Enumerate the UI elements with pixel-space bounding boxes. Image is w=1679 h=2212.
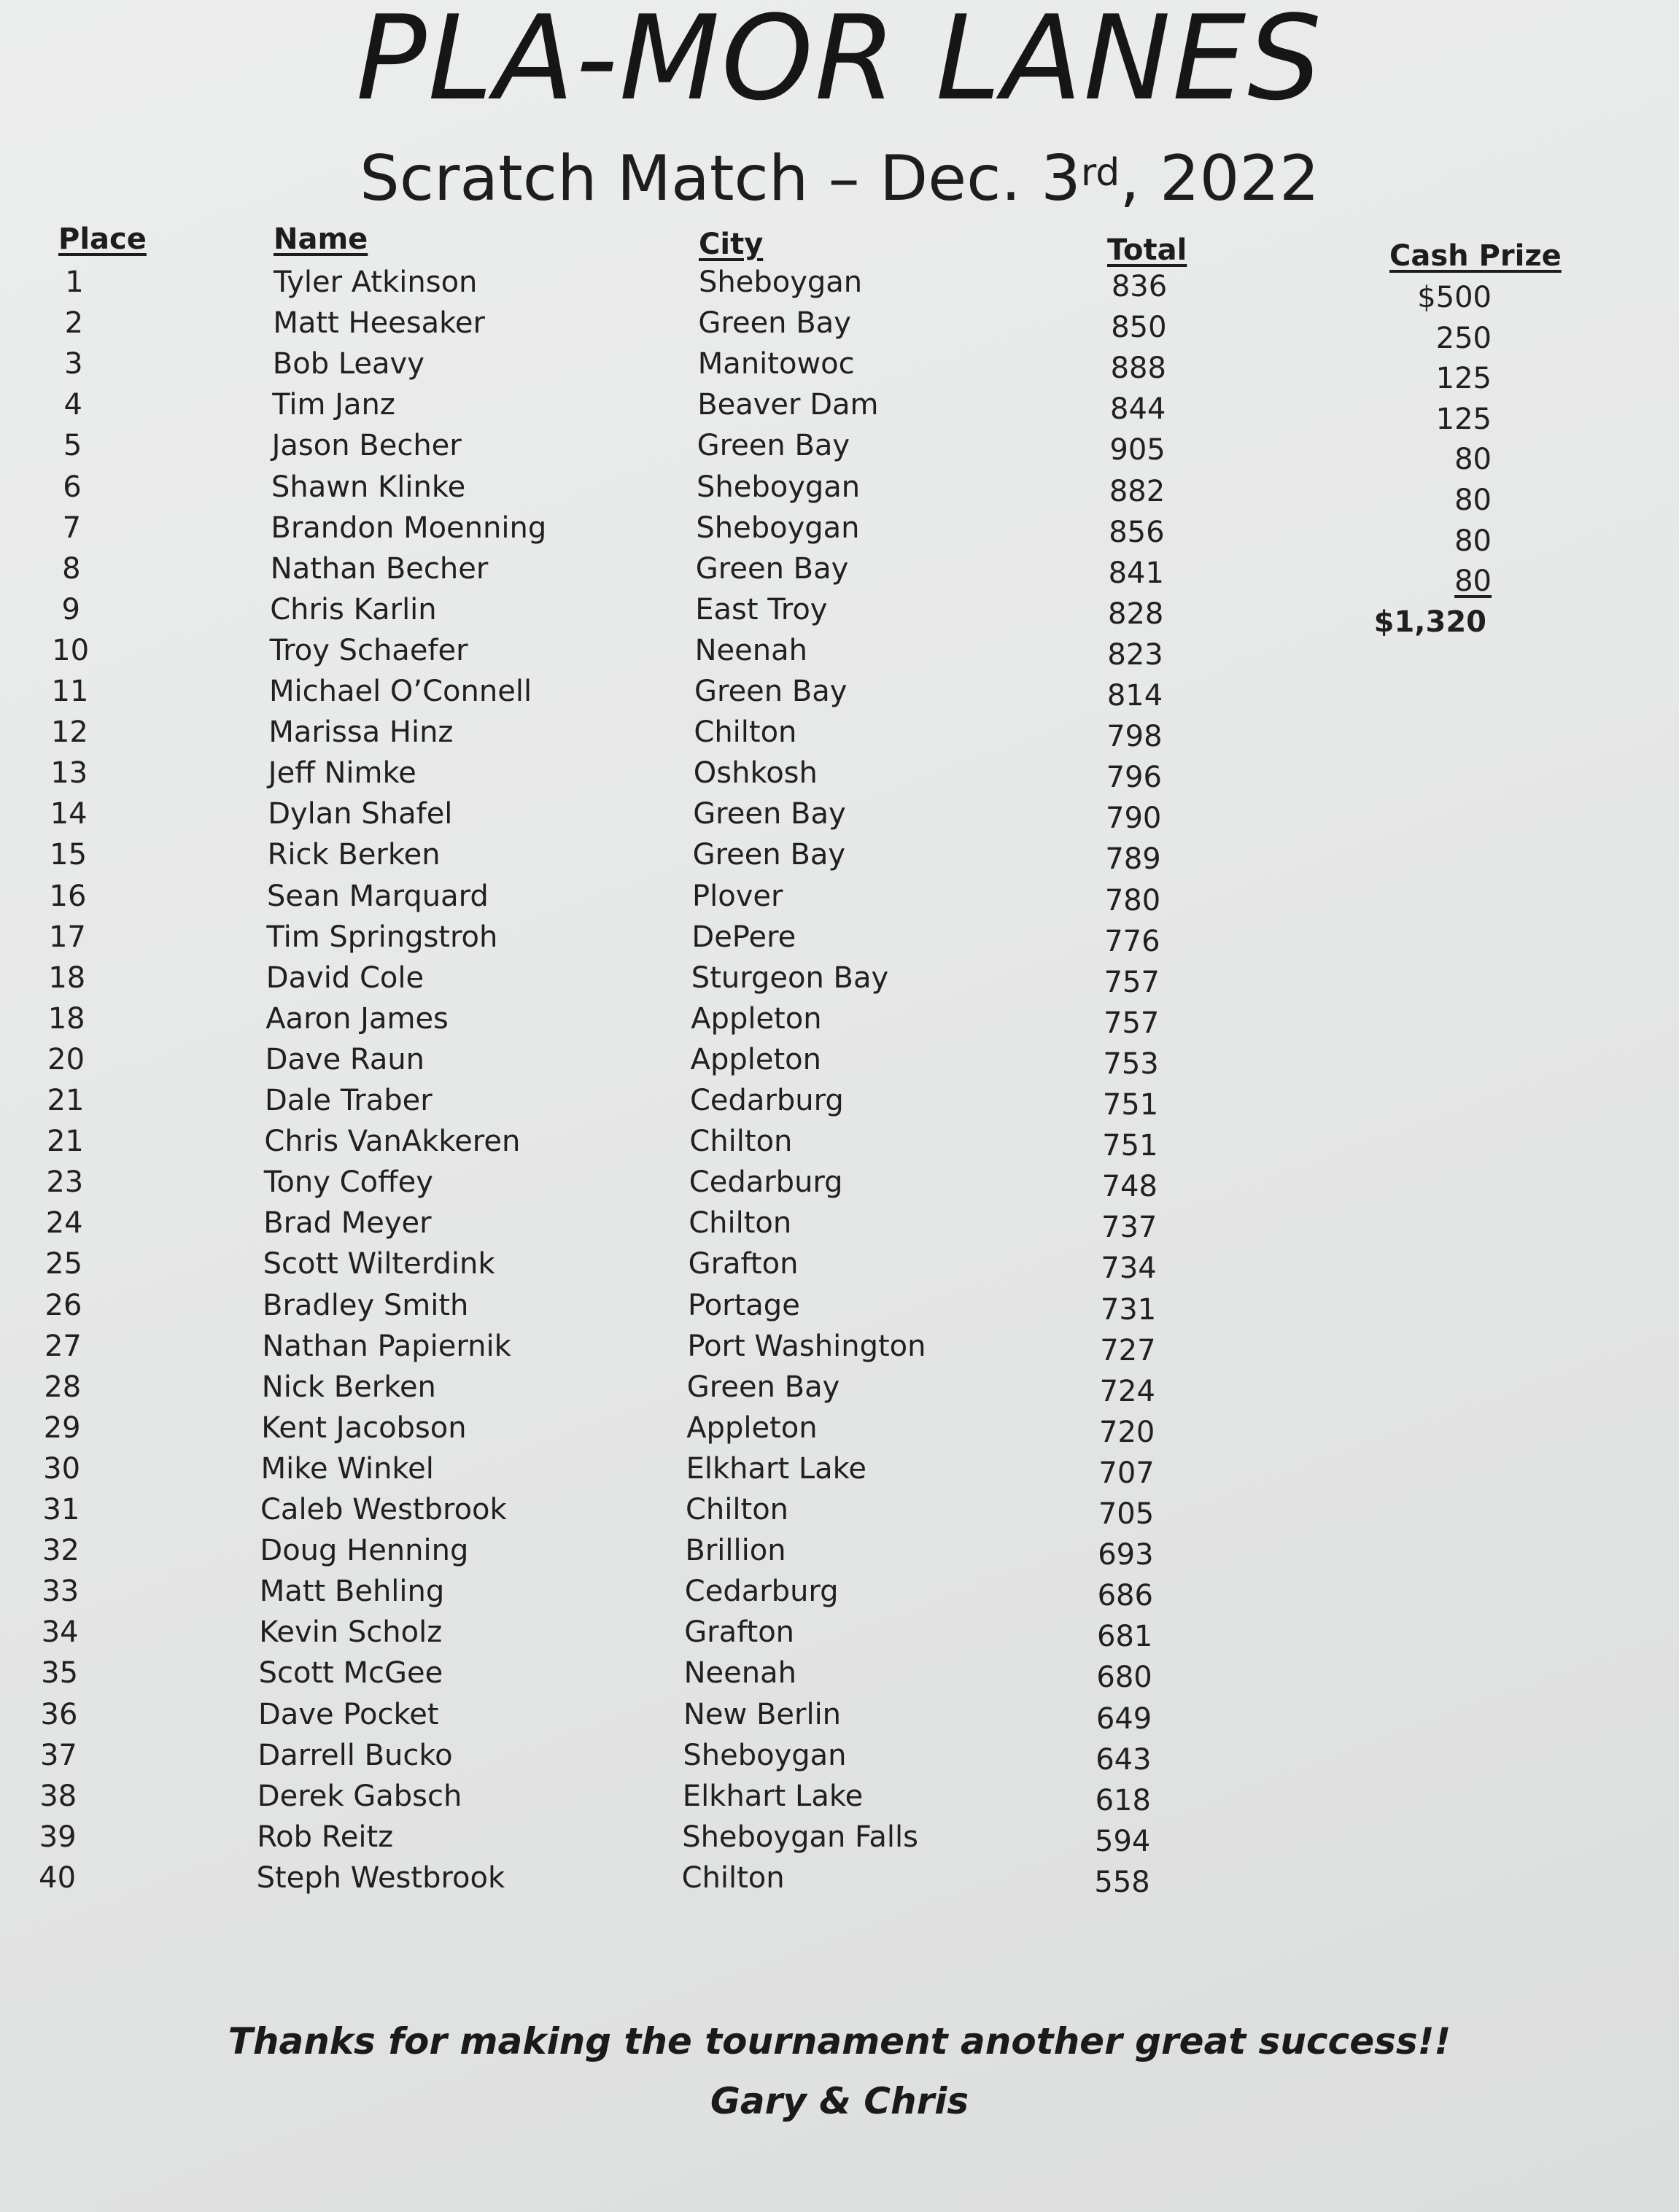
place-cell: 16 <box>49 879 87 913</box>
name-cell: Chris VanAkkeren <box>264 1125 521 1159</box>
name-cell: Tim Janz <box>272 388 395 422</box>
table-row <box>0 1246 1679 1287</box>
total-cell: 823 <box>1107 637 1163 672</box>
total-cell: 844 <box>1110 392 1166 427</box>
total-cell: 757 <box>1104 1006 1160 1040</box>
city-cell: Sheboygan <box>699 265 863 299</box>
total-cell: 751 <box>1102 1129 1158 1163</box>
total-cell: 757 <box>1104 965 1160 999</box>
name-cell: Scott Wilterdink <box>263 1247 495 1281</box>
total-cell: 796 <box>1106 761 1162 795</box>
city-cell: Chilton <box>681 1860 785 1895</box>
place-cell: 28 <box>44 1370 82 1404</box>
city-cell: Chilton <box>689 1125 793 1159</box>
place-cell: 3 <box>64 347 83 381</box>
place-cell: 15 <box>50 838 88 872</box>
name-cell: Bradley Smith <box>263 1288 469 1322</box>
city-cell: Beaver Dam <box>697 388 879 422</box>
total-cell: 737 <box>1101 1211 1158 1245</box>
place-cell: 4 <box>63 388 82 422</box>
name-cell: David Cole <box>265 961 424 995</box>
place-cell: 38 <box>39 1779 77 1813</box>
table-row <box>0 714 1679 755</box>
total-cell: 643 <box>1096 1742 1152 1777</box>
place-cell: 9 <box>61 592 80 626</box>
table-row <box>0 673 1679 714</box>
city-cell: DePere <box>691 920 796 954</box>
table-row <box>0 919 1679 960</box>
total-cell: 707 <box>1098 1456 1155 1490</box>
place-cell: 29 <box>43 1410 81 1445</box>
cash-prize-amount: 80 <box>1454 524 1492 558</box>
place-cell: 7 <box>62 511 82 545</box>
place-cell: 8 <box>62 551 81 586</box>
total-cell: 693 <box>1098 1538 1154 1572</box>
city-cell: Sheboygan Falls <box>682 1820 918 1854</box>
table-row <box>0 1041 1679 1082</box>
column-header-city: City <box>699 228 764 261</box>
total-cell: 828 <box>1108 597 1164 631</box>
page-title: PLA-MOR LANES <box>356 0 1323 126</box>
city-cell: Appleton <box>690 1042 821 1076</box>
name-cell: Dave Raun <box>265 1042 425 1076</box>
table-row <box>0 1819 1679 1860</box>
table-row <box>0 1696 1679 1737</box>
name-cell: Michael O’Connell <box>269 675 532 708</box>
total-cell: 724 <box>1099 1374 1155 1408</box>
table-row <box>0 1164 1679 1205</box>
table-row <box>0 1614 1679 1655</box>
city-cell: Plover <box>692 879 783 913</box>
name-cell: Caleb Westbrook <box>260 1493 507 1526</box>
total-cell: 727 <box>1100 1333 1156 1367</box>
name-cell: Tony Coffey <box>263 1165 433 1200</box>
name-cell: Nathan Papiernik <box>262 1329 511 1363</box>
place-cell: 18 <box>48 961 86 995</box>
name-cell: Brad Meyer <box>263 1206 432 1241</box>
table-row <box>0 1860 1679 1901</box>
table-row <box>0 1737 1679 1778</box>
total-cell: 780 <box>1104 883 1161 917</box>
table-row <box>0 1082 1679 1123</box>
city-cell: Manitowoc <box>697 347 855 381</box>
place-cell: 37 <box>39 1738 77 1772</box>
place-cell: 24 <box>45 1206 83 1241</box>
column-header-cash-prize: Cash Prize <box>1389 239 1562 273</box>
table-row <box>0 1205 1679 1246</box>
ordinal-suffix: rd <box>1080 151 1120 195</box>
place-cell: 1 <box>65 265 84 299</box>
city-cell: Green Bay <box>686 1370 840 1404</box>
name-cell: Dave Pocket <box>258 1697 439 1731</box>
place-cell: 17 <box>48 920 86 954</box>
city-cell: Port Washington <box>687 1329 926 1363</box>
place-cell: 40 <box>39 1860 77 1895</box>
name-cell: Jason Becher <box>271 429 462 463</box>
total-cell: 748 <box>1101 1170 1158 1204</box>
name-cell: Kent Jacobson <box>261 1410 467 1445</box>
city-cell: Elkhart Lake <box>682 1779 864 1813</box>
cash-prize-amount: 125 <box>1435 362 1492 396</box>
city-cell: Sturgeon Bay <box>691 961 889 995</box>
thank-you-message: Thanks for making the tournament another great success!! <box>228 2020 1451 2062</box>
name-cell: Derek Gabsch <box>257 1779 462 1813</box>
total-cell: 751 <box>1102 1088 1159 1122</box>
place-cell: 14 <box>50 797 88 831</box>
total-cell: 686 <box>1097 1579 1153 1613</box>
city-cell: East Troy <box>695 592 828 626</box>
city-cell: Neenah <box>683 1656 796 1691</box>
name-cell: Chris Karlin <box>270 592 437 626</box>
table-row <box>0 837 1679 877</box>
total-cell: 776 <box>1104 924 1160 958</box>
city-cell: Green Bay <box>695 551 849 586</box>
total-cell: 856 <box>1109 515 1165 549</box>
place-cell: 2 <box>64 306 84 341</box>
name-cell: Steph Westbrook <box>256 1860 505 1895</box>
table-row <box>0 796 1679 837</box>
place-cell: 18 <box>47 1001 85 1036</box>
city-cell: Brillion <box>685 1534 786 1568</box>
table-row <box>0 1778 1679 1819</box>
place-cell: 13 <box>50 756 88 791</box>
total-cell: 753 <box>1103 1047 1159 1081</box>
total-cell: 790 <box>1106 802 1162 836</box>
place-cell: 12 <box>50 715 88 750</box>
name-cell: Tyler Atkinson <box>274 265 478 299</box>
total-cell: 814 <box>1106 679 1163 713</box>
name-cell: Nick Berken <box>261 1370 436 1404</box>
city-cell: Green Bay <box>697 429 850 463</box>
name-cell: Mike Winkel <box>260 1451 434 1486</box>
place-cell: 6 <box>63 470 82 504</box>
total-cell: 798 <box>1106 720 1163 754</box>
place-cell: 39 <box>39 1820 77 1854</box>
cash-prize-amount: $500 <box>1417 281 1492 314</box>
name-cell: Kevin Scholz <box>259 1615 443 1650</box>
event-subtitle-text: Scratch Match – Dec. 3 <box>360 142 1081 215</box>
city-cell: Chilton <box>689 1206 792 1241</box>
total-cell: 905 <box>1109 433 1166 467</box>
city-cell: Green Bay <box>694 675 848 708</box>
total-cell: 888 <box>1110 352 1166 386</box>
cash-prize-amount: 125 <box>1435 402 1492 436</box>
place-cell: 35 <box>41 1656 79 1691</box>
city-cell: Appleton <box>686 1410 818 1445</box>
name-cell: Matt Heesaker <box>273 306 485 341</box>
table-row <box>0 1410 1679 1451</box>
city-cell: Portage <box>688 1288 800 1322</box>
total-cell: 836 <box>1111 270 1168 303</box>
city-cell: Sheboygan <box>696 511 860 545</box>
column-header-place: Place <box>58 222 147 256</box>
name-cell: Matt Behling <box>259 1575 445 1609</box>
name-cell: Dale Traber <box>265 1084 433 1117</box>
city-cell: Sheboygan <box>697 470 861 504</box>
name-cell: Jeff Nimke <box>268 756 416 791</box>
name-cell: Scott McGee <box>258 1656 443 1691</box>
total-cell: 618 <box>1095 1783 1151 1817</box>
place-cell: 25 <box>45 1247 83 1281</box>
signature: Gary & Chris <box>710 2080 969 2122</box>
name-cell: Sean Marquard <box>267 879 489 913</box>
total-cell: 720 <box>1099 1415 1155 1449</box>
name-cell: Bob Leavy <box>272 347 424 381</box>
city-cell: Cedarburg <box>684 1575 839 1609</box>
table-row <box>0 1532 1679 1573</box>
name-cell: Marissa Hinz <box>268 715 454 750</box>
place-cell: 26 <box>44 1288 82 1322</box>
cash-prize-total: $1,320 <box>1373 605 1486 639</box>
event-year: , 2022 <box>1120 142 1319 215</box>
total-cell: 705 <box>1098 1497 1155 1531</box>
total-cell: 680 <box>1096 1661 1152 1695</box>
place-cell: 10 <box>52 633 90 667</box>
total-cell: 558 <box>1094 1865 1150 1899</box>
place-cell: 32 <box>42 1534 80 1568</box>
name-cell: Shawn Klinke <box>271 470 466 504</box>
place-cell: 23 <box>46 1165 84 1200</box>
table-row <box>0 1328 1679 1369</box>
table-row <box>0 960 1679 1001</box>
city-cell: Oshkosh <box>693 756 818 791</box>
total-cell: 789 <box>1105 842 1161 877</box>
total-cell: 649 <box>1096 1701 1152 1736</box>
name-cell: Doug Henning <box>260 1534 469 1568</box>
cash-prize-amount: 80 <box>1454 443 1492 477</box>
name-cell: Rob Reitz <box>257 1820 394 1854</box>
city-cell: Green Bay <box>693 797 846 831</box>
total-cell: 850 <box>1111 311 1167 345</box>
total-cell: 734 <box>1101 1251 1157 1286</box>
place-cell: 34 <box>41 1615 79 1650</box>
table-row <box>0 1451 1679 1491</box>
name-cell: Aaron James <box>265 1001 449 1036</box>
table-row <box>0 878 1679 919</box>
name-cell: Brandon Moenning <box>271 511 547 545</box>
place-cell: 36 <box>40 1697 78 1731</box>
table-row <box>0 1287 1679 1328</box>
table-row <box>0 1655 1679 1696</box>
city-cell: Green Bay <box>698 306 851 341</box>
place-cell: 27 <box>44 1329 82 1363</box>
city-cell: Green Bay <box>692 838 846 872</box>
total-cell: 594 <box>1095 1824 1151 1858</box>
column-header-name: Name <box>274 222 368 256</box>
table-row <box>0 1573 1679 1614</box>
place-cell: 21 <box>46 1125 84 1159</box>
place-cell: 31 <box>42 1493 80 1526</box>
city-cell: Neenah <box>694 633 807 667</box>
city-cell: Appleton <box>691 1001 822 1036</box>
name-cell: Darrell Bucko <box>257 1738 453 1772</box>
name-cell: Nathan Becher <box>270 551 489 586</box>
name-cell: Troy Schaefer <box>269 633 468 667</box>
place-cell: 21 <box>47 1084 85 1117</box>
name-cell: Tim Springstroh <box>266 920 498 954</box>
place-cell: 11 <box>51 675 89 708</box>
city-cell: Grafton <box>688 1247 799 1281</box>
name-cell: Dylan Shafel <box>268 797 453 831</box>
column-header-total: Total <box>1107 233 1187 267</box>
city-cell: Grafton <box>684 1615 795 1650</box>
place-cell: 5 <box>63 429 82 463</box>
city-cell: Sheboygan <box>683 1738 847 1772</box>
place-cell: 33 <box>42 1575 80 1609</box>
city-cell: Chilton <box>694 715 797 750</box>
cash-prize-amount: 250 <box>1435 321 1492 355</box>
city-cell: Elkhart Lake <box>686 1451 866 1486</box>
city-cell: Cedarburg <box>690 1084 844 1117</box>
total-cell: 882 <box>1109 474 1166 508</box>
city-cell: Chilton <box>686 1493 789 1526</box>
total-cell: 841 <box>1108 556 1164 590</box>
place-cell: 20 <box>47 1042 85 1076</box>
total-cell: 731 <box>1100 1292 1157 1327</box>
cash-prize-amount: 80 <box>1454 564 1492 599</box>
table-row <box>0 1123 1679 1164</box>
total-cell: 681 <box>1097 1620 1153 1654</box>
table-row <box>0 1491 1679 1532</box>
table-row <box>0 1001 1679 1041</box>
cash-prize-amount: 80 <box>1454 484 1492 517</box>
table-row <box>0 1369 1679 1410</box>
table-row <box>0 755 1679 796</box>
city-cell: Cedarburg <box>689 1165 843 1200</box>
name-cell: Rick Berken <box>267 838 441 872</box>
city-cell: New Berlin <box>683 1697 842 1731</box>
place-cell: 30 <box>43 1451 81 1486</box>
